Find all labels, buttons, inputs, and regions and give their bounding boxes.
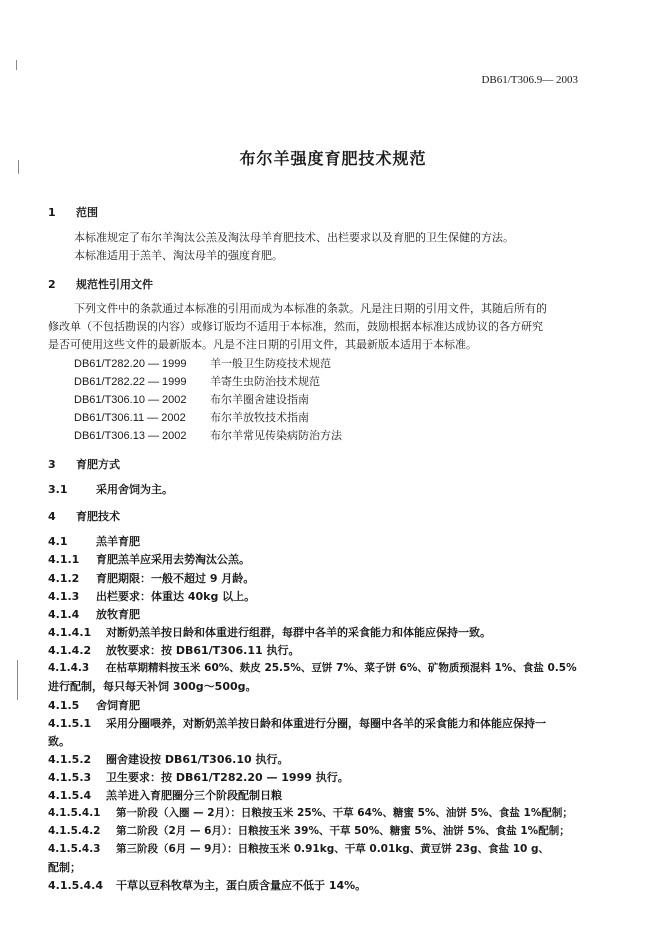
section-1-heading: 1 范围	[48, 206, 98, 219]
clause: 4.1.5.4.2 第二阶段（2月 — 6月）：日粮按玉米 39%、干草 50%、糖蜜 5%、油饼 5%、食盐 1%配制；	[48, 825, 570, 837]
paragraph: 是否可使用这些文件的最新版本。凡是不注日期的引用文件，其最新版本适用于本标准。	[48, 338, 477, 351]
clause: 4.1.5.1 采用分圈喂养，对断奶羔羊按日龄和体重进行分圈，每圈中各羊的采食能力和体能应保持一	[48, 717, 546, 730]
paragraph: 下列文件中的条款通过本标准的引用而成为本标准的条款。凡是注日期的引用文件，其随后所有的	[74, 302, 547, 315]
scan-mark	[17, 660, 18, 700]
clause: 4.1.5.2 圈舍建设按 DB61/T306.10 执行。	[48, 753, 289, 766]
paragraph: 本标准规定了布尔羊淘汰公羔及淘汰母羊育肥技术、出栏要求以及育肥的卫生保健的方法。	[74, 231, 514, 244]
clause: 4.1.2 育肥期限：一般不超过 9 月龄。	[48, 572, 255, 585]
clause: 4.1.4.1 对断奶羔羊按日龄和体重进行组群，每群中各羊的采食能力和体能应保持一致。	[48, 626, 491, 639]
clause: 4.1.4 放牧育肥	[48, 608, 140, 621]
reference-item: DB61/T306.13 — 2002 布尔羊常见传染病防治方法	[74, 429, 342, 442]
reference-item: DB61/T282.20 — 1999 羊一般卫生防疫技术规范	[74, 357, 331, 370]
clause: 4.1.1 育肥羔羊应采用去势淘汰公羔。	[48, 553, 250, 566]
clause: 4.1.5 舍饲育肥	[48, 699, 140, 712]
standard-number: DB61/T306.9— 2003	[481, 74, 578, 86]
clause-continuation: 致。	[48, 735, 70, 748]
section-3-heading: 3 育肥方式	[48, 458, 120, 471]
clause: 3.1 采用舍饲为主。	[48, 483, 173, 496]
clause: 4.1.5.4.1 第一阶段（入圈 — 2月）：日粮按玉米 25%、干草 64%、糖蜜 5%、油饼 5%、食盐 1%配制；	[48, 807, 573, 819]
reference-item: DB61/T306.10 — 2002 布尔羊圈舍建设指南	[74, 393, 309, 406]
clause-continuation: 配制；	[48, 861, 81, 874]
scan-mark	[16, 60, 17, 70]
section-4-heading: 4 育肥技术	[48, 510, 120, 523]
clause-continuation: 进行配制，每只每天补饲 300g～500g。	[48, 680, 257, 693]
document-title: 布尔羊强度育肥技术规范	[239, 149, 427, 168]
clause: 4.1.4.3 在枯草期精料按玉米 60%、麸皮 25.5%、豆饼 7%、菜子饼 6%、矿物质预混料 1%、食盐 0.5%	[48, 662, 577, 674]
clause: 4.1.5.4.4 干草以豆科牧草为主，蛋白质含量应不低于 14%。	[48, 879, 367, 892]
section-2-heading: 2 规范性引用文件	[48, 278, 153, 291]
clause: 4.1.3 出栏要求：体重达 40kg 以上。	[48, 590, 256, 603]
clause: 4.1.4.2 放牧要求：按 DB61/T306.11 执行。	[48, 644, 300, 657]
paragraph: 本标准适用于羔羊、淘汰母羊的强度育肥。	[74, 249, 283, 262]
paragraph: 修改单（不包括勘误的内容）或修订版均不适用于本标准，然而，鼓励根据本标准达成协议的各方研究	[48, 320, 543, 333]
reference-item: DB61/T306.11 — 2002 布尔羊放牧技术指南	[74, 411, 309, 424]
clause: 4.1.5.4.3 第三阶段（6月 — 9月）：日粮按玉米 0.91kg、干草 0.01kg、黄豆饼 23g、食盐 10 g、	[48, 843, 550, 855]
clause: 4.1.5.3 卫生要求：按 DB61/T282.20 — 1999 执行。	[48, 771, 349, 784]
clause: 4.1.5.4 羔羊进入育肥圈分三个阶段配制日粮	[48, 789, 282, 802]
reference-item: DB61/T282.22 — 1999 羊寄生虫防治技术规范	[74, 375, 320, 388]
clause: 4.1 羔羊育肥	[48, 535, 140, 548]
